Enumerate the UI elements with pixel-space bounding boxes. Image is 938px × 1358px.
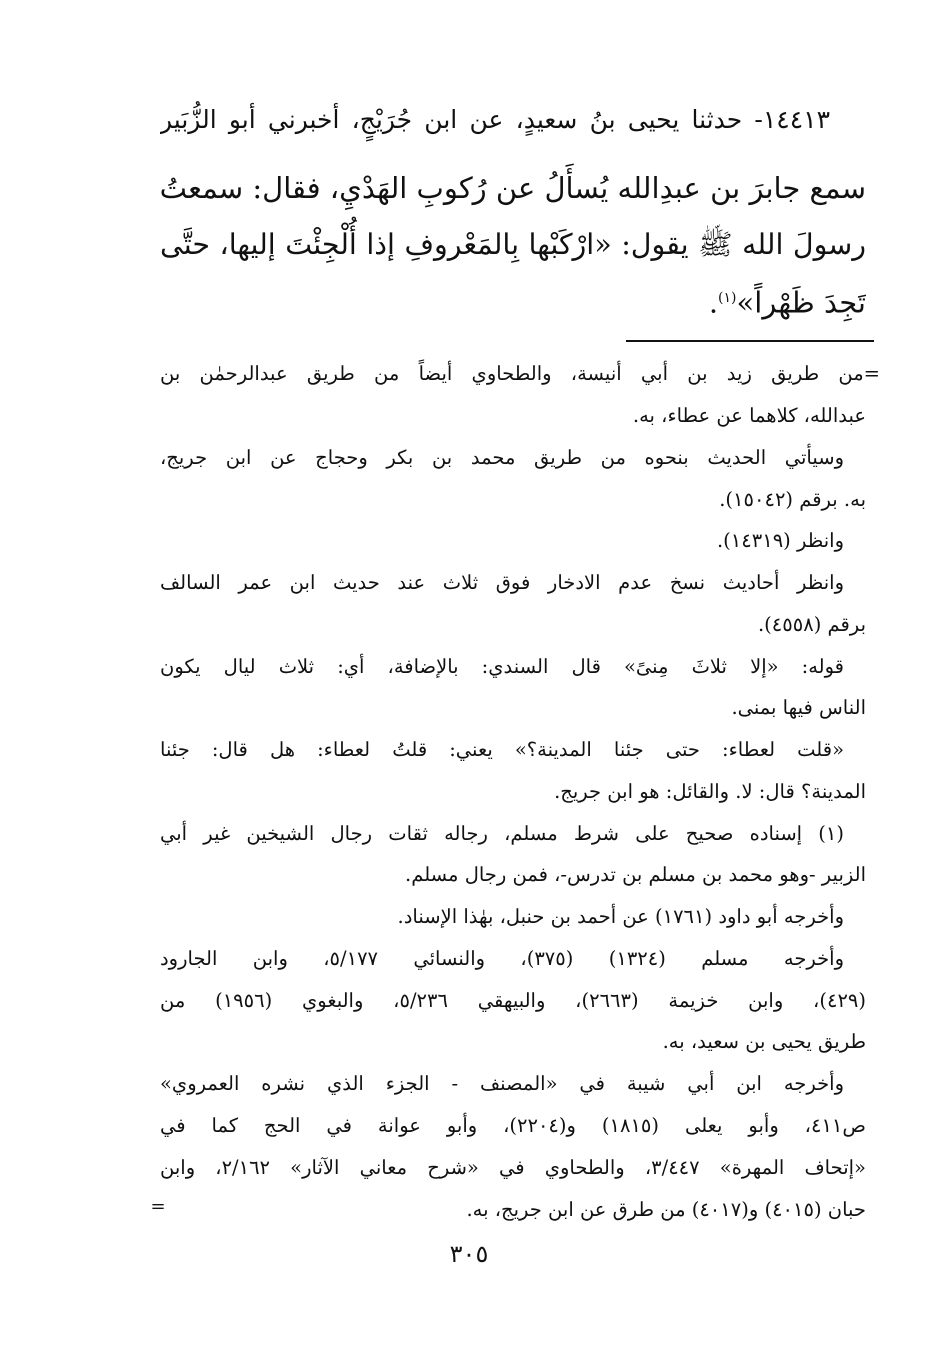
note-line: (٤٢٩)، وابن خزيمة (٢٦٦٣)، والبيهقي ٥/٢٣٦، والبغوي (١٩٥٦) من [160, 989, 866, 1012]
note-line: به. برقم (١٥٠٤٢). [719, 488, 866, 511]
hadith-line-4 [160, 268, 866, 328]
note-line: حبان (٤٠١٥) و(٤٠١٧) من طرق عن ابن جريج، به. [466, 1198, 866, 1221]
note-line: وانظر (١٤٣١٩). [716, 529, 844, 552]
note-line: عبدالله، كلاهما عن عطاء، به. [632, 404, 866, 427]
footnote-separator [626, 340, 874, 342]
note-line: الناس فيها بمنى. [731, 696, 866, 719]
hadith-line-1: ١٤٤١٣- حدثنا يحيى بنُ سعيدٍ، عن ابن جُرَيْجٍ، أخبرني أبو الزُّبَير [160, 105, 830, 134]
note-line: وأخرجه ابن أبي شيبة في «المصنف - الجزء الذي نشره العمروي» [160, 1072, 844, 1095]
hadith-line-4-end: . [708, 285, 719, 320]
note-line: قوله: «إلا ثلاثَ مِنىً» قال السندي: بالإضافة، أي: ثلاث ليال يكون [160, 655, 844, 678]
note-line: طريق يحيى بن سعيد، به. [662, 1030, 866, 1053]
note-line: وسيأتي الحديث بنحوه من طريق محمد بن بكر وحجاج عن ابن جريج، [160, 446, 844, 469]
footnote-reference: (١) [718, 290, 737, 306]
note-line: ص٤١١، وأبو يعلى (١٨١٥) و(٢٢٠٤)، وأبو عوانة في الحج كما في [160, 1114, 866, 1137]
note-line: وأخرجه أبو داود (١٧٦١) عن أحمد بن حنبل، بهٰذا الإسناد. [397, 905, 844, 928]
note-line: المدينة؟ قال: لا. والقائل: هو ابن جريج. [554, 780, 866, 803]
note-line: (١) إسناده صحيح على شرط مسلم، رجاله ثقات رجال الشيخين غير أبي [160, 822, 844, 845]
note-line: وانظر أحاديث نسخ عدم الادخار فوق ثلاث عند حديث ابن عمر السالف [160, 571, 844, 594]
hadith-line-2: سمع جابرَ بن عبدِالله يُسأَلُ عن رُكوبِ الهَدْيِ، فقال: سمعتُ [160, 171, 866, 205]
page-number: ٣٠٥ [449, 1240, 489, 1268]
hadith-line-3: رسولَ الله ﷺ يقول: «ارْكَبْها بِالمَعْروفِ إذا أُلْجِئْتَ إليها، حتَّى [160, 228, 866, 261]
note-line: «إتحاف المهرة» ٣/٤٤٧، والطحاوي في «شرح معاني الآثار» ٢/١٦٢، وابن [160, 1156, 866, 1179]
note-line: برقم (٤٥٥٨). [757, 613, 866, 636]
note-line: «قلت لعطاء: حتى جئنا المدينة؟» يعني: قلتُ لعطاء: هل قال: جئنا [160, 738, 844, 761]
note-line: وأخرجه مسلم (١٣٢٤) (٣٧٥)، والنسائي ٥/١٧٧، وابن الجارود [160, 947, 845, 970]
note-line: الزبير -وهو محمد بن مسلم بن تدرس-، فمن رجال مسلم. [405, 863, 866, 886]
hadith-line-4-text: تَجِدَ ظَهْراً» [736, 285, 866, 320]
continuation-mark: = [150, 1196, 166, 1217]
note-line: =من طريق زيد بن أبي أنيسة، والطحاوي أيضاً من طريق عبدالرحمٰن بن [160, 362, 880, 385]
